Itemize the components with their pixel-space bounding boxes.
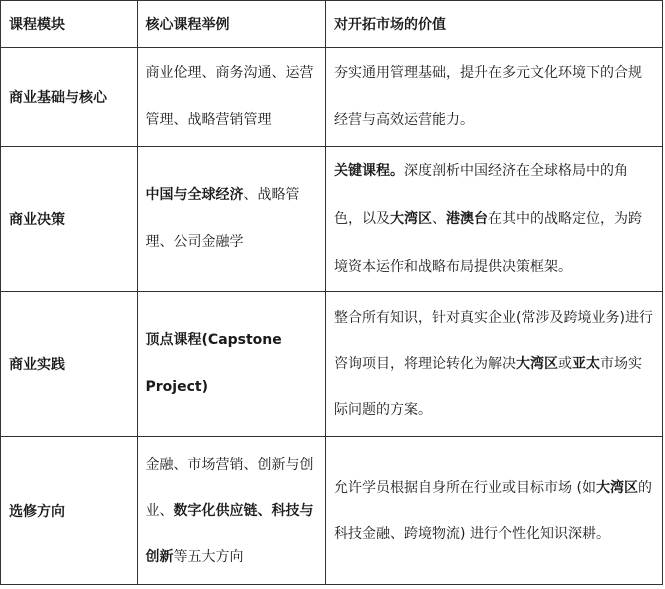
courses-cell	[137, 147, 326, 292]
courses-text	[146, 50, 318, 144]
table-row	[1, 48, 663, 147]
module-cell: 商业基础与核心	[1, 48, 138, 147]
courses-cell	[137, 437, 326, 585]
value-cell	[326, 292, 663, 437]
table-row	[1, 437, 663, 585]
module-cell: 选修方向	[1, 437, 138, 585]
bold-text-segment: 亚太	[572, 356, 601, 372]
courses-cell	[137, 292, 326, 437]
text-segment: 、战略管理、公司金融学	[145, 187, 300, 250]
table-row	[1, 292, 663, 437]
text-segment: 整合所有知识，针对真实企业(常涉及跨境业务)进行咨询项目，将理论转化为解决	[334, 310, 653, 372]
courses-text	[146, 317, 318, 411]
value-cell	[326, 437, 663, 585]
bold-text-segment: 顶点课程(Capstone Project)	[145, 332, 282, 395]
header-module: 课程模块	[1, 1, 138, 48]
text-segment: 在其中的战略定位，为跨境资本运作和战略布局提供决策框架。	[334, 211, 643, 275]
text-segment: 或	[558, 356, 573, 372]
text-segment: 金融、市场营销、创新与创业、	[145, 456, 314, 519]
table-row	[1, 147, 663, 292]
value-cell	[326, 48, 663, 147]
value-text	[334, 50, 654, 144]
text-segment: 、	[432, 211, 447, 227]
module-cell: 商业实践	[1, 292, 138, 437]
bold-text-segment: 大湾区	[516, 356, 559, 372]
value-text	[334, 147, 654, 291]
header-row	[1, 1, 663, 48]
header-courses: 核心课程举例	[137, 1, 326, 48]
text-segment: 夯实通用管理基础，提升在多元文化环境下的合规经营与高效运营能力。	[334, 65, 643, 128]
value-text	[334, 295, 654, 433]
text-segment: 允许学员根据自身所在行业或目标市场 (如	[334, 479, 596, 496]
bold-text-segment: 数字化供应链、科技与创新	[145, 502, 314, 565]
courses-cell	[137, 48, 326, 147]
text-segment: 深度剖析中国经济在全球格局中的角色，以及	[334, 163, 629, 227]
text-segment: 等五大方向	[173, 548, 244, 565]
header-value: 对开拓市场的价值	[326, 1, 663, 48]
bold-text-segment: 关键课程。	[334, 163, 405, 179]
bold-text-segment: 港澳台	[446, 211, 489, 227]
value-text	[334, 465, 654, 557]
bold-text-segment: 大湾区	[595, 479, 638, 496]
bold-text-segment: 大湾区	[390, 211, 433, 227]
text-segment: 的科技金融、跨境物流) 进行个性化知识深耕。	[334, 479, 652, 542]
courses-text	[146, 172, 318, 266]
bold-text-segment: 中国与全球经济	[145, 187, 244, 203]
text-segment: 市场实际问题的方案。	[334, 356, 643, 418]
module-cell: 商业决策	[1, 147, 138, 292]
value-cell	[326, 147, 663, 292]
courses-text	[146, 442, 318, 580]
text-segment: 商业伦理、商务沟通、运营管理、战略营销管理	[145, 65, 314, 128]
